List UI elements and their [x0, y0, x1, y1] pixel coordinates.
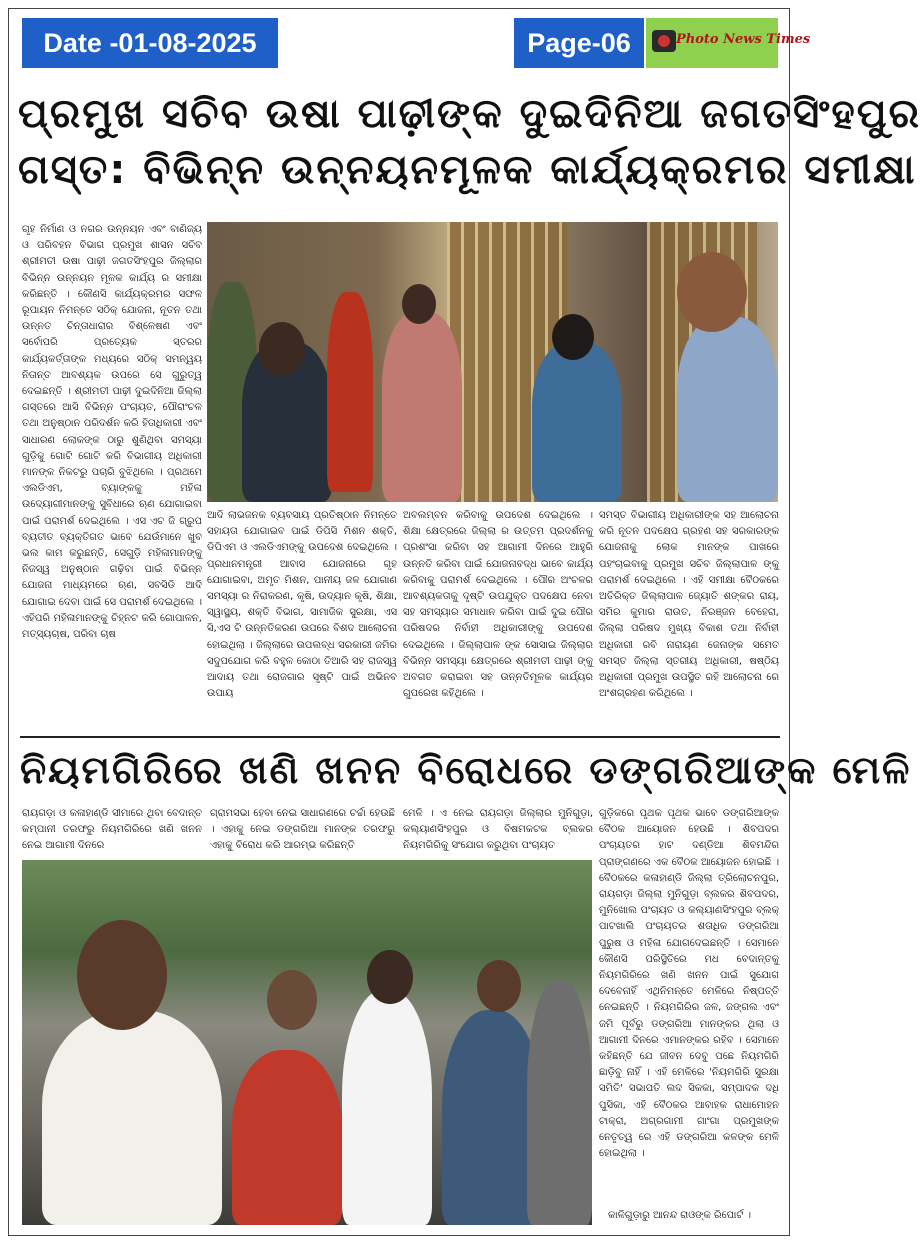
article2-column-4: ଗୁଡ଼ିକରେ ପୃଥକ ପୃଥକ ଭାବେ ଡଙ୍ଗରିଆଙ୍କ ବୈଠକ ଆୟୋଜନ ହେଉଛି । ଶିବପଦର ପଂଚାୟତର ହାଟ ଦଣ୍ଡିଆ ଶିବମନ୍ଦିର ପ୍ରାଙ୍ଗଣରେ ଏକ ବୈଠକ ଆୟୋଜନ ହୋଇଛି । ବୈଠକରେ କଳାହାଣ୍ଡି ଜିଲ୍ଲା ତ୍ରିଲୋଚନପୁର, ରାୟଗଡ଼ା ଜିଲ୍ଲା ମୁନିଗୁଡ଼ା ବ୍ଲକର ଶିବପଦର, ମୁନିଖୋଲ ପଂଚାୟତ ଓ କଲ୍ୟାଣସିଂହପୁର ବ୍ଲକ୍ ପାଟଖାଲି ପଂଚାୟତର ଶତାଧିକ ଡଙ୍ଗରିଆ ପୁରୁଷ ଓ ମହିଳା ଯୋଗଦେଇଛନ୍ତି । ସେମାନେ କୌଣସି ପରିସ୍ଥିତିରେ ମଧ ବେଦାନ୍ତକୁ ନିୟମଗିରିରେ ଖଣି ଖନନ ପାଇଁ ସୁଯୋଗ ଦେବେନାହିଁ ଏଥିନିମନ୍ତେ ମେଳିରେ ନିଷ୍ପତ୍ତି ନେଇଛନ୍ତି । ନିୟମଗିରିର ଜଳ, ଜଙ୍ଗଲ ଏବଂ ଜମି ପୂର୍ବରୁ ଡଙ୍ଗରିଆ ମାନଙ୍କର ଥିଲା ଓ ଆଗାମୀ ଦିନରେ ଏମାନଙ୍କର ରହିବ । ସେମାନେ କହିଛନ୍ତି ଯେ ଜୀବନ ଦେବୁ ପଛେ ନିୟମଗିରି ଛାଡ଼ିବୁ ନାହିଁ । ଏହି ମେଳିରେ 'ନିୟମଗିରି ସୁରକ୍ଷା ସମିତି' ସଭାପତି ଲଦ ସିକକା, ସମ୍ପାଦକ ଦଧି ପୁସିକା, ଏହି ବୈଠକର ଆବାହକ ରାଧାମୋହନ ଟାକ୍ରା, ଅଗ୍ରଗାମୀ ଗାଂଗା ପ୍ରମୁଖଙ୍କ ନେତୃତ୍ୱ ରେ ଏହି ଡଙ୍ଗରିଆ କଳଙ୍କ ମେଳି ହୋଇଥିଲା । — [599, 808, 779, 1160]
article1-column-3: ଅବଲମ୍ବନ କରିବାକୁ ଉପଦେଶ ଦେଇଥିଲେ । ଶିକ୍ଷା କ୍ଷେତ୍ରରେ ଜିଲ୍ଲା ର ଉତ୍ତମ ପ୍ରଦର୍ଶନକୁ ପ୍ରଶଂସା କରିବା ସହ ଆଗାମୀ ଦିନରେ ଆହୁରି ଉନ୍ନତି କରିବା ପାଇଁ ଯୋଜନାବଦ୍ଧ ଭାବେ କାର୍ଯ୍ୟ କରିବାକୁ ପରାମର୍ଶ ଦେଇଥିଲେ । ପୌର ଅଂଚଳର ଆବଶ୍ୟକତାକୁ ଦୃଷ୍ଟି ଉପଯୁକ୍ତ ପଦକ୍ଷେପ ନେବା ସହ ସମସ୍ୟାର ସମାଧାନ କରିବା ପାଇଁ ଦୁଇ ପୌର ପରିଷଦର ନିର୍ବାହୀ ଅଧିକାରୀଙ୍କୁ ଉପଦେଶ ଦେଇଥିଲେ । ଜିଲ୍ଲାପାଳ ଙ୍କ ସୋସାଇ ଜିଲ୍ଲାର ବିଭିନ୍ନ ସମସ୍ୟା କ୍ଷେତ୍ରରେ ଶ୍ରୀମତୀ ପାଢ଼ୀ ଙ୍କୁ ଅବଗତ କରାଇବା ସହ ଉନ୍ନତିମୂଳକ କାର୍ଯ୍ୟର ଗୁପରେଖ କହିଥିଲେ । — [403, 510, 593, 700]
article1-column-1: ଗୃହ ନିର୍ମାଣ ଓ ନଗର ଉନ୍ନୟନ ଏବଂ ବାଣିଜ୍ୟ ଓ ପରିବହନ ବିଭାଗ ପ୍ରମୁଖ ଶାସନ ସଚିବ ଶ୍ରୀମତୀ ଉଷା ପାଢ଼ୀ ଜଗତସିଂହପୁର ଜିଲ୍ଲାର ବିଭିନ୍ନ ଉନ୍ନୟନ ମୂଳକ କାର୍ଯ୍ୟ ର ସମୀକ୍ଷା କରିଛନ୍ତି । କୌଣସି କାର୍ଯ୍ୟକ୍ରମର ସଫଳ ରୂପାୟନ ନିମନ୍ତେ ସଠିକ୍ ଯୋଜନା, ନୂତନ ତଥା ଉନ୍ନତ ଚିନ୍ତାଧାରାର ବିଶ୍ଳେଷଣ ଏବଂ ସର୍ବୋପରି ପ୍ରତ୍ୟେକ ସ୍ତରର କାର୍ଯ୍ୟକର୍ତ୍ତାଙ୍କ ମଧ୍ୟରେ ସଠିକ୍ ସମନ୍ୱୟ ନିତାନ୍ତ ଆବଶ୍ୟକ ଉପରେ ସେ ଗୁରୁତ୍ୱ ଦେଇଛନ୍ତି । ଶ୍ରୀମତୀ ପାଢ଼ୀ ଦୁଇଦିନିଆ ଜିଲ୍ଲା ଗସ୍ତରେ ଆସି ବିଭିନ୍ନ ପଂଚାୟତ, ପୌରାଂଚଳ ତଥା ଅନୁଷ୍ଠାନ ପରିଦର୍ଶନ କରି ହିତାଧିକାରୀ ଏବଂ ସାଧାରଣ ଲୋକଙ୍କ ଠାରୁ ଶୁଣିଥିବା ସମସ୍ୟା ଗୁଡ଼ିକୁ ଗୋଟି ଗୋଟି କରି ବିଭାଗୀୟ ଅଧିକାରୀ ମାନଙ୍କ ନିକଟରୁ ପଚାରି ବୁଝିଥିଲେ । ପ୍ରଥମେ ଏଲଡିଏମ, ବ୍ୟାଙ୍କକୁ ମହିଳା ଉଦ୍ୟୋଗୀମାନଙ୍କୁ ସୁବିଧାରେ ଋଣ ଯୋଗାଇବା ପାଇଁ ପରାମର୍ଶ ଦେଇଥିଲେ । ଏସ ଏଚ ଜି ଗ୍ରୁପ ବ୍ୟତୀତ ବ୍ୟକ୍ତିଗତ ଭାବେ ଯେଉଁମାନେ ଖୁବ ଭଲ କାମ କରୁଛନ୍ତି, ସେଗୁଡ଼ି ମହିଳାମାନଙ୍କୁ ନିଜସ୍ୱ ଅନୁଷ୍ଠାନ ଗଢ଼ିବା ପାଇଁ ବିଭିନ୍ନ ଯୋଜନା ମାଧ୍ୟମରେ ଋଣ, ସବସିଡି ଆଦି ଯୋଗାଇ ଦେବା ପାଇଁ ସେ ପରାମର୍ଶ ଦେଇଥିଲେ । ଏହିପରି ମହିଳାମାନଙ୍କୁ ଚିହ୍ନଟ କରି ଗୋପାଳନ, ମତ୍ସ୍ୟଚାଷ, ପରିବା ଚାଷ — [22, 224, 202, 641]
article1-photo — [207, 222, 778, 502]
article1-column-4: ସମସ୍ତ ବିଭାଗୀୟ ଅଧିକାରୀଙ୍କ ସହ ଆଲୋଚନା କରି ନୂତନ ପଦକ୍ଷେପ ଗ୍ରହଣ ସହ ସରକାରଙ୍କ ଯୋଜନାକୁ ଲୋକ ମାନଙ୍କ ପାଖରେ ପହଂଚାଇବାକୁ ପ୍ରମୁଖ ସଚିବ ଜିଲ୍ଲାପାଳ ଙ୍କୁ ପରାମର୍ଶ ଦେଇଥିଲେ । ଏହି ସମୀକ୍ଷା ବୈଠକରେ ଅତିରିକ୍ତ ଜିଲ୍ଲାପାଳ ଜ୍ୟୋତି ଶଙ୍କର ରାୟ, ସମିର କୁମାର ରାଉତ, ନିରଞ୍ଜନ ବେହେରା, ଜିଲ୍ଲା ପରିଷଦ ମୁଖ୍ୟ ବିକାଶ ତଥା ନିର୍ବାହୀ ଅଧିକାରୀ ରବି ନାରାୟଣ ଜେନାଙ୍କ ସମେତ ସମସ୍ତ ଜିଲ୍ଲା ସ୍ତରୀୟ ଅଧିକାରୀ, ଷଷ୍ଠିୟ ଅଧିକାରୀ ପ୍ରମୁଖ ଉପସ୍ଥିତ ରହି ଆଲୋଚନା ରେ ଅଂଶଗ୍ରହଣ କରିଥିଲେ । — [599, 510, 779, 700]
article2-credit: କାଳିଗୁଡ଼ାରୁ ଆନନ୍ଦ ରାଓଙ୍କ ରିପୋର୍ଟ । — [608, 1210, 751, 1221]
article2-column-3: ମେଳି । ଏ ନେଇ ରାୟଗଡ଼ା ଜିଲ୍ଲାର ମୁନିଗୁଡ଼ା, କଲ୍ୟାଣସିଂହପୁର ଓ ବିଷମକଟକ ବ୍ଲକର ନିୟମଗିରିକୁ ସଂଯୋଗ କରୁଥିବା ପଂଚାୟତ — [403, 808, 593, 852]
camera-icon — [652, 30, 676, 52]
article2-column-2: ଗ୍ରାମସଭା ହେବା ନେଇ ସାଧାରଣରେ ଚର୍ଚ୍ଚା ହେଉଛି । ଏହାକୁ ନେଇ ଡଙ୍ଗରିଆ ମାନଙ୍କ ତରଫରୁ ଏହାକୁ ବିରୋଧ କରି ଆରମ୍ଭ କରିଛନ୍ତି — [210, 808, 395, 852]
article2-headline: ନିୟମଗିରିରେ ଖଣି ଖନନ ବିରୋଧରେ ଡଙ୍ଗରିଆଙ୍କ ମେଳି — [20, 748, 912, 792]
publication-logo — [646, 18, 811, 68]
section-divider — [20, 736, 780, 738]
article1-headline — [18, 86, 921, 198]
article1-column-2: ଆଦି ଲାଭଜନକ ବ୍ୟବସାୟ ପ୍ରତିଷ୍ଠାନ ନିମନ୍ତେ ସହାୟତା ଯୋଗାଇବ ପାଇଁ ଡିପିସି ମିଶନ ଶକ୍ତି, ଡିପିଏମ ଓ ଏଲଡିଏମଙ୍କୁ ଉପଦେଶ ଦେଇଥିଲେ । ପ୍ରଧାନମନ୍ତ୍ରୀ ଆବାସ ଯୋଜନାରେ ଗୃହ ଯୋଗାଇବା, ଅମୃତ ମିଶନ, ପାନୀୟ ଜଳ ଯୋଗାଣ ସମସ୍ୟା ର ନିରାକରଣ, କୃଷି, ଉଦ୍ୟାନ କୃଷି, ଶିକ୍ଷା, ସ୍ୱାସ୍ଥ୍ୟ, ଶକ୍ତି ବିଭାଗ, ସାମାଜିକ ସୁରକ୍ଷା, ଏସ ସି,ଏସ ଟି ଉନ୍ନତିକରଣ ଉପରେ ବିଶଦ ଆଲୋଚନା ହୋଇଥିଲା । ଜିଲ୍ଲାରେ ଉପଲବ୍ଧ ସରକାରୀ ଜମିର ସଦୁପଯୋଗ କରି ବହୁଳ କୋଠା ତିଆରି ସହ ରାଜସ୍ୱ ଆଦାୟ ତଥା ରୋଜଗାର ସୃଷ୍ଟି ପାଇଁ ଅଭିନବ ଉପାୟ — [207, 510, 397, 700]
article2-photo — [22, 860, 592, 1225]
article1-headline-line1: ପ୍ରମୁଖ ସଚିବ ଉଷା ପାଢ଼ୀଙ୍କ ଦୁଇଦିନିଆ ଜଗତସିଂହପୁର — [18, 91, 921, 137]
logo-text: Photo News Times — [676, 32, 811, 47]
date-label: Date -01-08-2025 — [22, 18, 278, 68]
article1-headline-line2: ଗସ୍ତ: ବିଭିନ୍ନ ଉନ୍ନୟନମୂଳକ କାର୍ଯ୍ୟକ୍ରମର ସମୀକ୍ଷା — [18, 147, 917, 193]
page-number: Page-06 — [514, 18, 644, 68]
article2-column-1: ରାୟଗଡ଼ା ଓ କଳାହାଣ୍ଡି ସୀମାରେ ଥିବା ବେଦାନ୍ତ କମ୍ପାନୀ ତରଫରୁ ନିୟମଗିରିରେ ଖଣି ଖନନ ନେଇ ଆଗାମୀ ଦିନରେ — [22, 808, 202, 852]
